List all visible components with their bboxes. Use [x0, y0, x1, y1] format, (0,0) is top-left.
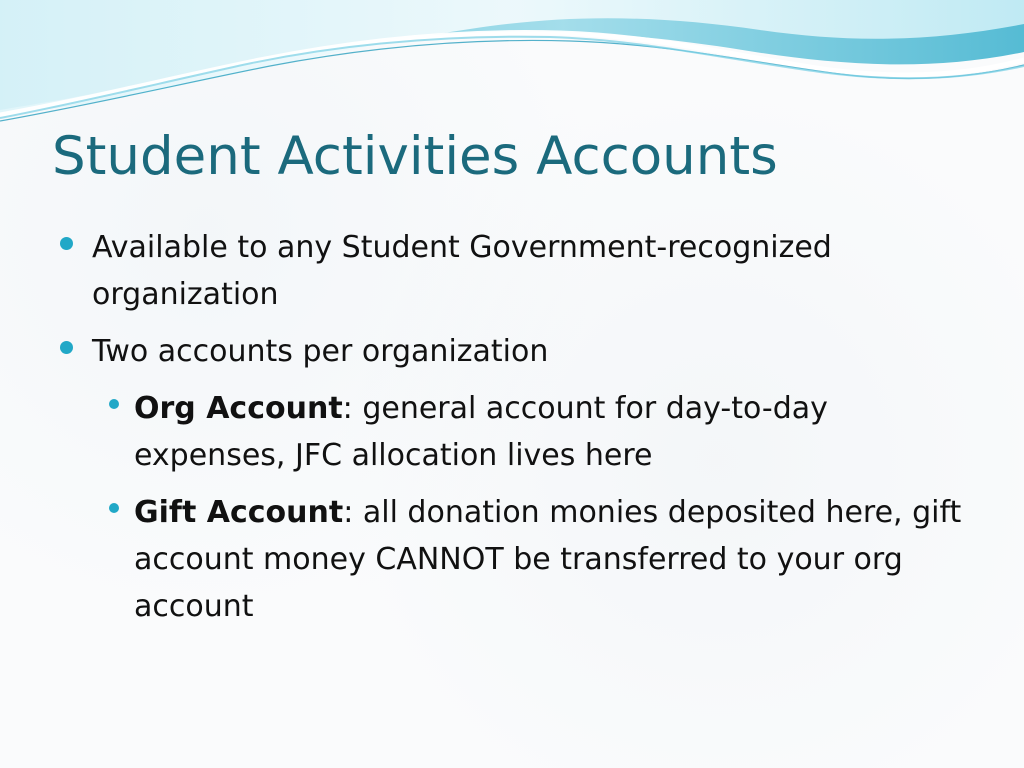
- org-account-label: Org Account: [134, 391, 343, 426]
- bullet-item-two-accounts: [60, 328, 980, 375]
- subbullet-dot-icon: [109, 399, 119, 409]
- bullet-text: Two accounts per organization: [92, 334, 549, 369]
- bullet-item-availability: [60, 224, 980, 318]
- subbullet-dot-icon: [109, 503, 119, 513]
- gift-account-description: : all donation monies deposited here, gift account money CANNOT be transferred to your org account: [134, 495, 962, 624]
- subbullet-item-gift-account: [60, 489, 980, 630]
- bullet-dot-icon: [60, 237, 73, 250]
- gift-account-label: Gift Account: [134, 495, 344, 530]
- bullet-text: Available to any Student Government-recognized organization: [92, 230, 832, 312]
- bullet-list: [60, 224, 980, 640]
- org-account-description: : general account for day-to-day expenses, JFC allocation lives here: [134, 391, 828, 473]
- top-wave-decoration: [0, 0, 1024, 130]
- slide-title: Student Activities Accounts: [52, 126, 778, 187]
- bullet-dot-icon: [60, 341, 73, 354]
- subbullet-item-org-account: [60, 385, 980, 479]
